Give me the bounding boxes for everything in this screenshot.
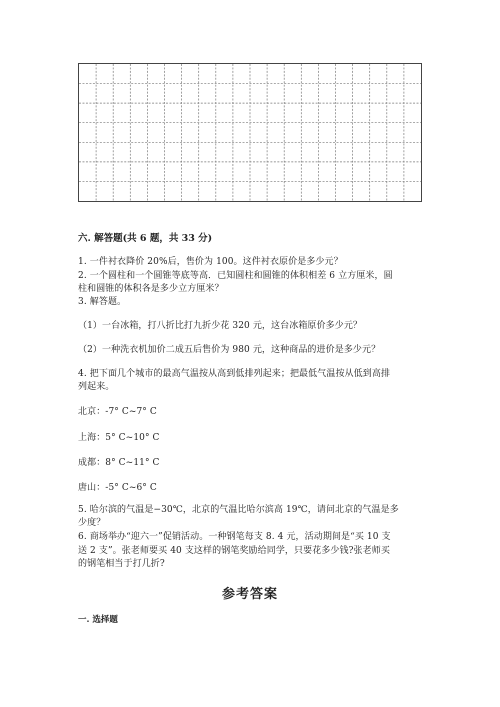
- question-2-line-2: 柱和圆锥的体积各是多少立方厘米？: [78, 284, 224, 294]
- question-6-line-3: 的钢笔相当于打几折?: [78, 559, 165, 569]
- question-6-line-2: 送 2 支”。张老师要买 40 支这样的钢笔奖励给同学，只要花多少钱?张老师买: [78, 546, 390, 556]
- city-temp-shanghai: 上海：5° C~10° C: [78, 433, 160, 443]
- question-5-line-2: 少度？: [78, 518, 106, 528]
- question-3-part-2: （2）一种洗衣机加价二成五后售价为 980 元，这种商品的进价是多少元？: [78, 345, 381, 355]
- question-4-line-1: 4. 把下面几个城市的最高气温按从高到低排列起来；把最低气温按从低到高排: [78, 369, 391, 379]
- question-3-part-1: （1）一台冰箱，打八折比打九折少花 320 元，这台冰箱原价多少元？: [78, 321, 363, 331]
- question-4-line-2: 列起来。: [78, 382, 115, 392]
- question-3: 3. 解答题。: [78, 297, 127, 307]
- question-2-line-1: 2. 一个圆柱和一个圆锥等底等高．已知圆柱和圆锥的体积相差 6 立方厘米，圆: [78, 271, 393, 281]
- answers-section-1-heading: 一. 选择题: [78, 615, 118, 625]
- answer-grid: [78, 63, 422, 202]
- question-1: 1. 一件衬衣降价 20%后，售价为 100。这件衬衣原价是多少元？: [78, 257, 343, 267]
- question-5-line-1: 5. 哈尔滨的气温是−30℃，北京的气温比哈尔滨高 19℃，请问北京的气温是多: [78, 505, 399, 515]
- city-temp-beijing: 北京：-7° C~7° C: [78, 407, 157, 417]
- city-temp-tangshan: 唐山：-5° C~6° C: [78, 483, 157, 493]
- section-heading: 六. 解答题(共 6 题，共 33 分): [78, 233, 213, 244]
- question-6-line-1: 6. 商场举办“迎六一”促销活动。一种钢笔每支 8. 4 元，活动期间是“买 10 支: [78, 532, 391, 542]
- answers-title: 参考答案: [221, 587, 278, 602]
- city-temp-chengdu: 成都：8° C~11° C: [78, 458, 160, 468]
